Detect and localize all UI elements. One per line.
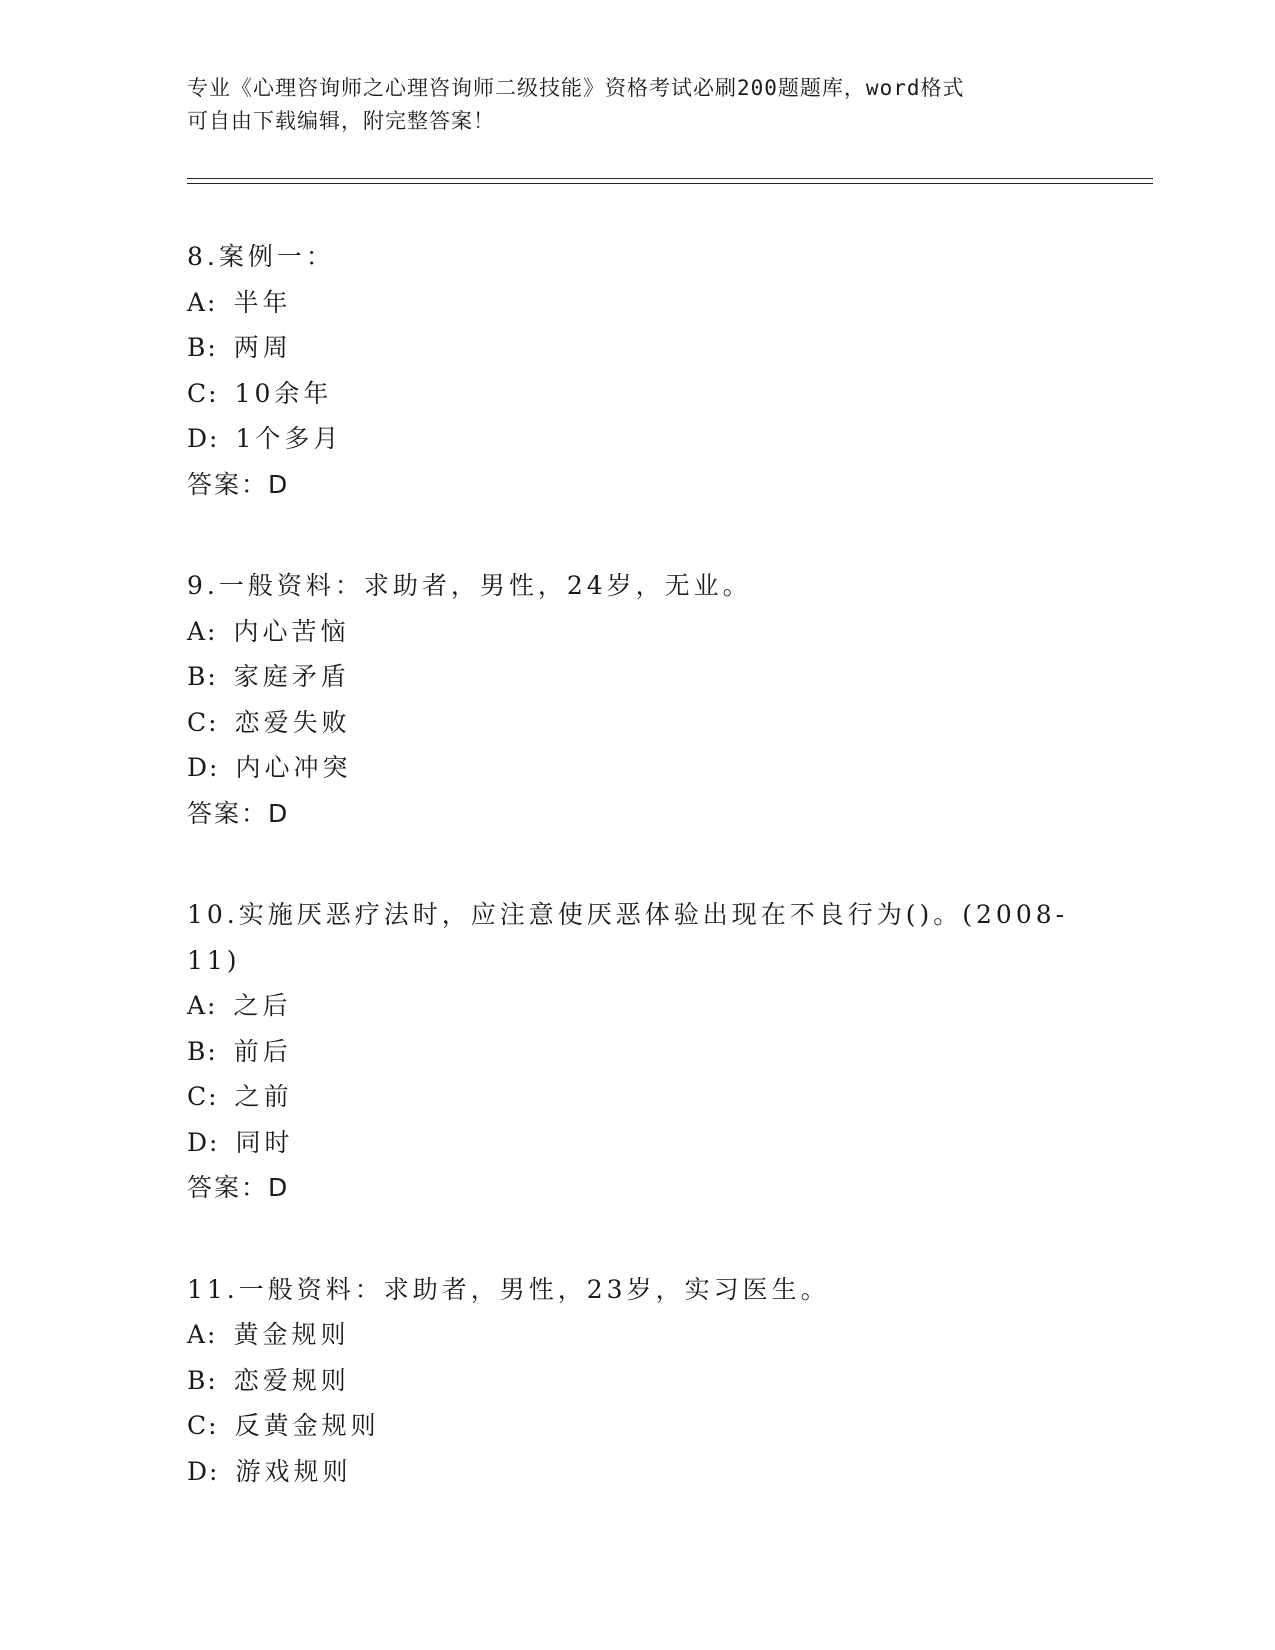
option-label: B:	[187, 333, 218, 362]
answer-line: 答案：D	[187, 469, 290, 499]
header-line-2: 可自由下载编辑，附完整答案！	[187, 109, 495, 133]
option-d	[187, 1120, 1087, 1166]
option-a	[187, 609, 1087, 655]
option-label: C:	[187, 378, 219, 408]
option-label: A:	[187, 1320, 218, 1349]
option-text: 反黄金规则	[234, 1411, 380, 1440]
option-text: 两周	[233, 333, 292, 362]
option-text: 游戏规则	[235, 1456, 352, 1486]
option-d	[187, 1449, 1087, 1495]
option-a	[187, 983, 1087, 1029]
option-text: 同时	[235, 1127, 294, 1157]
option-label: D:	[187, 753, 220, 782]
option-b	[187, 1358, 1087, 1404]
question-10	[187, 892, 1087, 1211]
option-d	[187, 745, 1087, 791]
answer-line: 答案：D	[187, 798, 290, 828]
question-list	[187, 234, 1087, 1550]
question-stem: 9.一般资料：求助者，男性，24岁，无业。	[187, 571, 752, 600]
option-label: B:	[187, 1365, 218, 1395]
option-b	[187, 1029, 1087, 1075]
option-label: B:	[187, 1036, 218, 1066]
option-label: C:	[187, 1411, 219, 1440]
question-stem-continued: 11)	[187, 945, 241, 975]
question-11	[187, 1267, 1087, 1495]
option-text: 恋爱失败	[234, 707, 351, 737]
option-label: D:	[187, 424, 220, 453]
option-text: 1个多月	[235, 424, 343, 453]
option-text: 家庭矛盾	[233, 662, 350, 691]
option-text: 10余年	[234, 378, 333, 408]
option-label: A:	[187, 991, 218, 1020]
option-text: 黄金规则	[233, 1320, 350, 1349]
option-text: 内心苦恼	[233, 616, 350, 646]
option-text: 之前	[234, 1082, 293, 1111]
option-text: 半年	[233, 287, 292, 317]
option-a	[187, 280, 1087, 326]
question-stem: 8.案例一：	[187, 242, 335, 271]
header-divider-top	[187, 178, 1153, 179]
option-label: C:	[187, 1082, 219, 1111]
option-text: 之后	[233, 991, 292, 1020]
question-9	[187, 563, 1087, 836]
option-text: 恋爱规则	[233, 1365, 350, 1395]
option-b	[187, 325, 1087, 371]
header-line-1: 专业《心理咨询师之心理咨询师二级技能》资格考试必刷200题题库，word格式	[187, 76, 965, 100]
option-label: A:	[187, 287, 218, 317]
option-a	[187, 1312, 1087, 1358]
option-text: 前后	[233, 1036, 292, 1066]
answer-line: 答案：D	[187, 1173, 290, 1202]
option-label: C:	[187, 707, 219, 737]
option-c	[187, 1403, 1087, 1449]
option-label: D:	[187, 1456, 220, 1486]
option-c	[187, 1074, 1087, 1120]
document-header	[187, 72, 1087, 138]
option-label: A:	[187, 616, 218, 646]
option-label: B:	[187, 662, 218, 691]
option-label: D:	[187, 1127, 220, 1157]
option-b	[187, 654, 1087, 700]
option-d	[187, 416, 1087, 462]
question-8	[187, 234, 1087, 507]
option-c	[187, 700, 1087, 746]
header-divider-bottom	[187, 183, 1153, 184]
question-stem: 10.实施厌恶疗法时，应注意使厌恶体验出现在不良行为()。(2008-	[187, 900, 1069, 929]
option-text: 内心冲突	[235, 753, 352, 782]
option-c	[187, 371, 1087, 417]
question-stem: 11.一般资料：求助者，男性，23岁，实习医生。	[187, 1274, 830, 1304]
